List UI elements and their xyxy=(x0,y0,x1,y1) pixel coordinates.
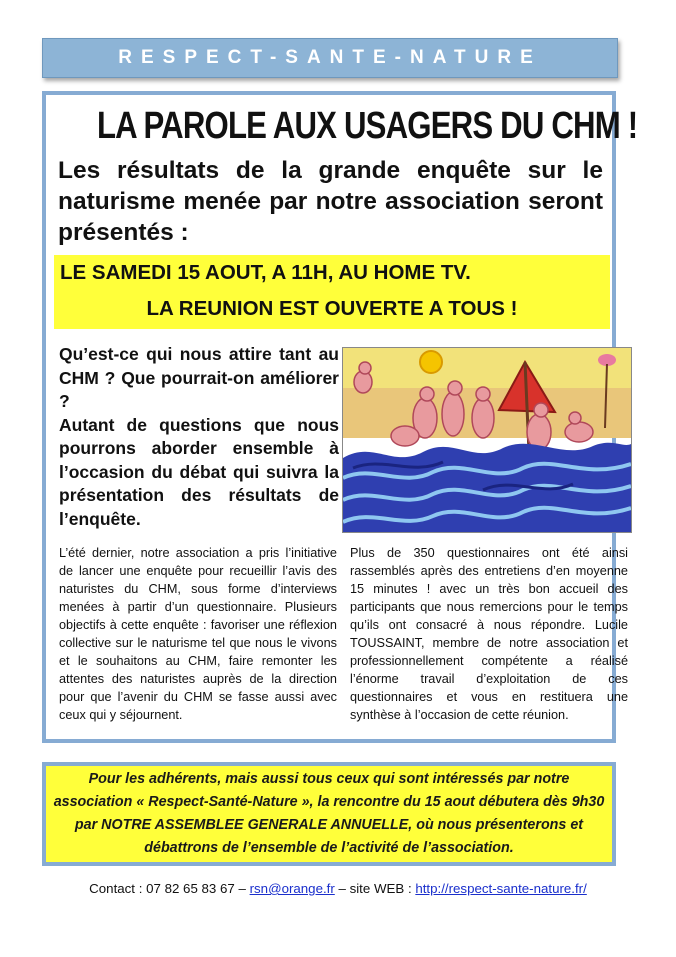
contact-phone: Contact : 07 82 65 83 67 – xyxy=(89,881,250,896)
intro-text: Les résultats de la grande enquête sur le naturisme menée par notre association seront présentés : xyxy=(58,157,603,246)
page-title: LA PAROLE AUX USAGERS DU CHM ! xyxy=(96,105,638,147)
announcement-box xyxy=(54,255,610,329)
main-frame xyxy=(42,91,638,743)
beach-painting xyxy=(342,347,632,533)
banner-title: RESPECT-SANTE-NATURE xyxy=(118,47,542,68)
questions-p2: Autant de questions que nous pourrons aborder ensemble à l’occasion du débat qui suivra la présentation des résultats de l’enquête. xyxy=(59,414,339,529)
announcement-open: LA REUNION EST OUVERTE A TOUS ! xyxy=(146,297,518,320)
body-right-column: Plus de 350 questionnaires ont été ainsi rassemblés après des entretiens d’en moyenne 15 minutes ! avec un très bon accueil des participants que nous remercions pour le temps qu’ils ont consacré à nous répondre. Lucile TOUSSAINT, membre de notre association et professionnellement compétente a réalisé l’énorme travail d’exploitation de ces questionnaires et vous en restituera une synthèse à l’occasion de cette réunion. xyxy=(350,546,628,722)
general-assembly-text: Pour les adhérents, mais aussi tous ceux qui sont intéressés par notre association « Respect-Santé-Nature », la rencontre du 15 aout débutera dès 9h30 par NOTRE ASSEMBLEE GENERALE ANNUELLE, où nous présenterons et débattrons de l’ensemble de l’activité de l’association. xyxy=(53,771,605,856)
contact-email-link[interactable]: rsn@orange.fr xyxy=(249,881,335,896)
contact-line xyxy=(0,881,676,896)
questions-p1: Qu’est-ce qui nous attire tant au CHM ? Que pourrait-on améliorer ? xyxy=(59,344,339,411)
announcement-date: LE SAMEDI 15 AOUT, A 11H, AU HOME TV. xyxy=(60,261,471,284)
header-banner xyxy=(42,38,618,78)
body-left-column: L’été dernier, notre association a pris l’initiative de lancer une enquête pour recueillir l’avis des naturistes du CHM, sous forme d’interviews menées à partir d’un questionnaire. Plusieurs objectifs à cette enquête : favoriser une réflexion collective sur le naturisme tel que nous le vivons et le souhaitons au CHM, faire remonter les attentes des naturistes auprès de la direction pour que l’avenir du CHM se fasse aussi avec ceux qui y séjournent. xyxy=(59,546,337,722)
general-assembly-notice xyxy=(42,762,616,866)
contact-website-label: – site WEB : xyxy=(334,881,416,896)
questions-block xyxy=(59,343,339,531)
contact-website-link[interactable]: http://respect-sante-nature.fr/ xyxy=(415,881,587,896)
beach-painting-illustration xyxy=(343,348,631,532)
